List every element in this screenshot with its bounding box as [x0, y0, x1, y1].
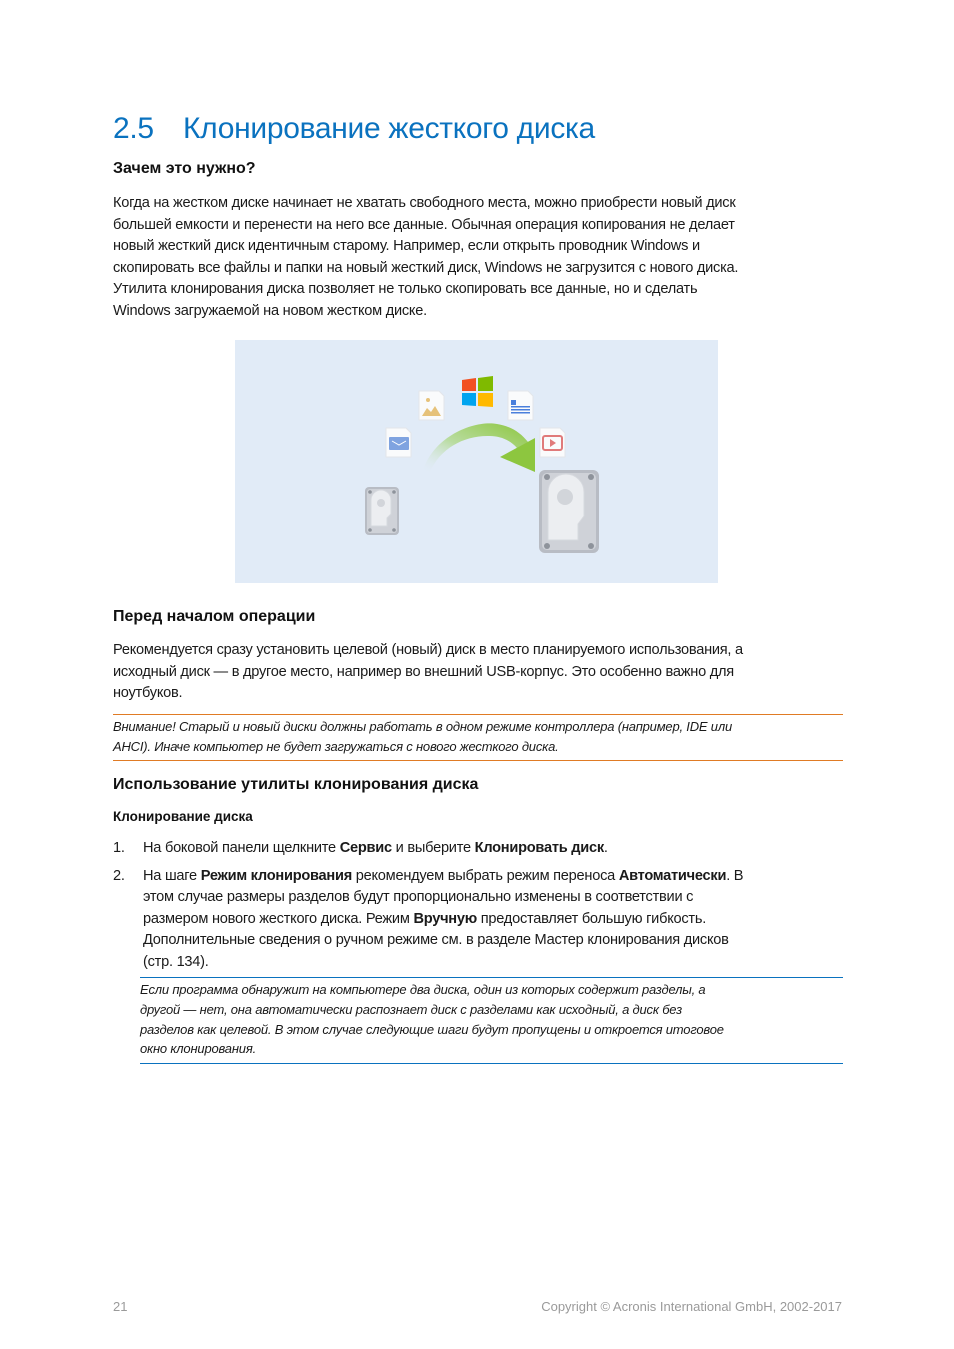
text-line: большей емкости и перенести на него все данные. Обычная операция копирования не делает	[113, 216, 735, 233]
text-line: ноутбуков.	[113, 685, 183, 702]
text-line: окно клонирования.	[140, 1041, 256, 1057]
ui-term-clone-disk: Клонировать диск	[474, 840, 604, 856]
why-heading: Зачем это нужно?	[113, 160, 256, 177]
text-line: Windows загружаемой на новом жестком диске.	[113, 302, 427, 319]
text-line: AHCI). Иначе компьютер не будет загружаться с нового жесткого диска.	[113, 738, 559, 754]
text-fragment: На боковой панели щелкните	[143, 840, 340, 856]
source-disk-icon	[365, 487, 399, 535]
usage-subheading: Клонирование диска	[113, 809, 253, 824]
text-line: Рекомендуется сразу установить целевой (новый) диск в место планируемого использования, а	[113, 642, 743, 658]
steps-list	[113, 838, 843, 974]
ui-term-automatic: Автоматически	[618, 867, 727, 884]
section-title-text: Клонирование жесткого диска	[183, 112, 595, 145]
text-line: новый жесткий диск идентичным старому. Например, если открыть проводник Windows и	[113, 238, 700, 255]
text-line	[143, 909, 843, 931]
warning-text	[113, 717, 843, 757]
disk-clone-illustration	[235, 340, 718, 583]
text-fragment: На шаге	[143, 867, 201, 884]
text-line: Дополнительные сведения о ручном режиме см. в разделе Мастер клонирования дисков	[143, 932, 729, 949]
text-line: другой — нет, она автоматически распознает диск с разделами как исходный, а диск без	[140, 1001, 683, 1017]
text-line: скопировать все файлы и папки на новый жесткий диск, Windows не загрузится с нового диска.	[113, 259, 739, 276]
warning-note	[113, 714, 843, 761]
text-fragment: предоставляет большую гибкость.	[476, 910, 706, 927]
transfer-arrow-icon	[423, 423, 535, 472]
before-heading: Перед началом операции	[113, 608, 316, 625]
ui-term-clone-mode: Режим клонирования	[200, 867, 352, 884]
text-fragment: .	[603, 840, 608, 856]
text-line	[143, 866, 843, 888]
step-item	[113, 838, 843, 860]
text-line: Утилита клонирования диска позволяет не только скопировать все данные, но и сделать	[113, 281, 698, 298]
image-file-icon	[419, 391, 444, 420]
video-file-icon	[540, 428, 565, 457]
before-paragraph	[113, 640, 843, 705]
text-fragment: и выберите	[391, 840, 475, 856]
text-fragment: рекомендуем выбрать режим переноса	[351, 867, 619, 884]
ui-term-service: Сервис	[339, 840, 392, 856]
text-line: этом случае размеры разделов будут пропорционально изменены в соответствии с	[143, 889, 694, 906]
info-text	[140, 980, 843, 1059]
text-line: (стр. 134).	[143, 953, 209, 970]
info-note	[140, 977, 843, 1064]
step-marker: 1.	[113, 840, 125, 856]
text-line: Когда на жестком диске начинает не хватать свободного места, можно приобрести новый диск	[113, 195, 736, 211]
page-number: 21	[113, 1299, 128, 1314]
document-file-icon	[508, 391, 533, 420]
text-fragment: . В	[726, 867, 744, 884]
text-line: разделов как целевой. В этом случае следующие шаги будут пропущены и откроется итоговое	[140, 1021, 724, 1037]
text-line: Если программа обнаружит на компьютере два диска, один из которых содержит разделы, а	[140, 982, 706, 997]
text-line: Внимание! Старый и новый диски должны работать в одном режиме контроллера (например, IDE или	[113, 719, 732, 734]
why-paragraph	[113, 193, 843, 323]
text-line	[143, 838, 843, 860]
usage-heading: Использование утилиты клонирования диска	[113, 776, 479, 793]
step-item	[113, 866, 843, 974]
target-disk-icon	[539, 470, 599, 553]
copyright: Copyright © Acronis International GmbH, 2002-2017	[541, 1299, 842, 1314]
section-title	[113, 112, 595, 146]
section-number: 2.5	[113, 112, 154, 145]
ui-term-manual: Вручную	[413, 910, 477, 927]
step-marker: 2.	[113, 867, 125, 884]
windows-logo-icon	[462, 376, 493, 407]
text-line: исходный диск — в другое место, например во внешний USB-корпус. Это особенно важно для	[113, 663, 734, 680]
mail-file-icon	[386, 428, 411, 457]
text-fragment: размером нового жесткого диска. Режим	[143, 910, 414, 927]
